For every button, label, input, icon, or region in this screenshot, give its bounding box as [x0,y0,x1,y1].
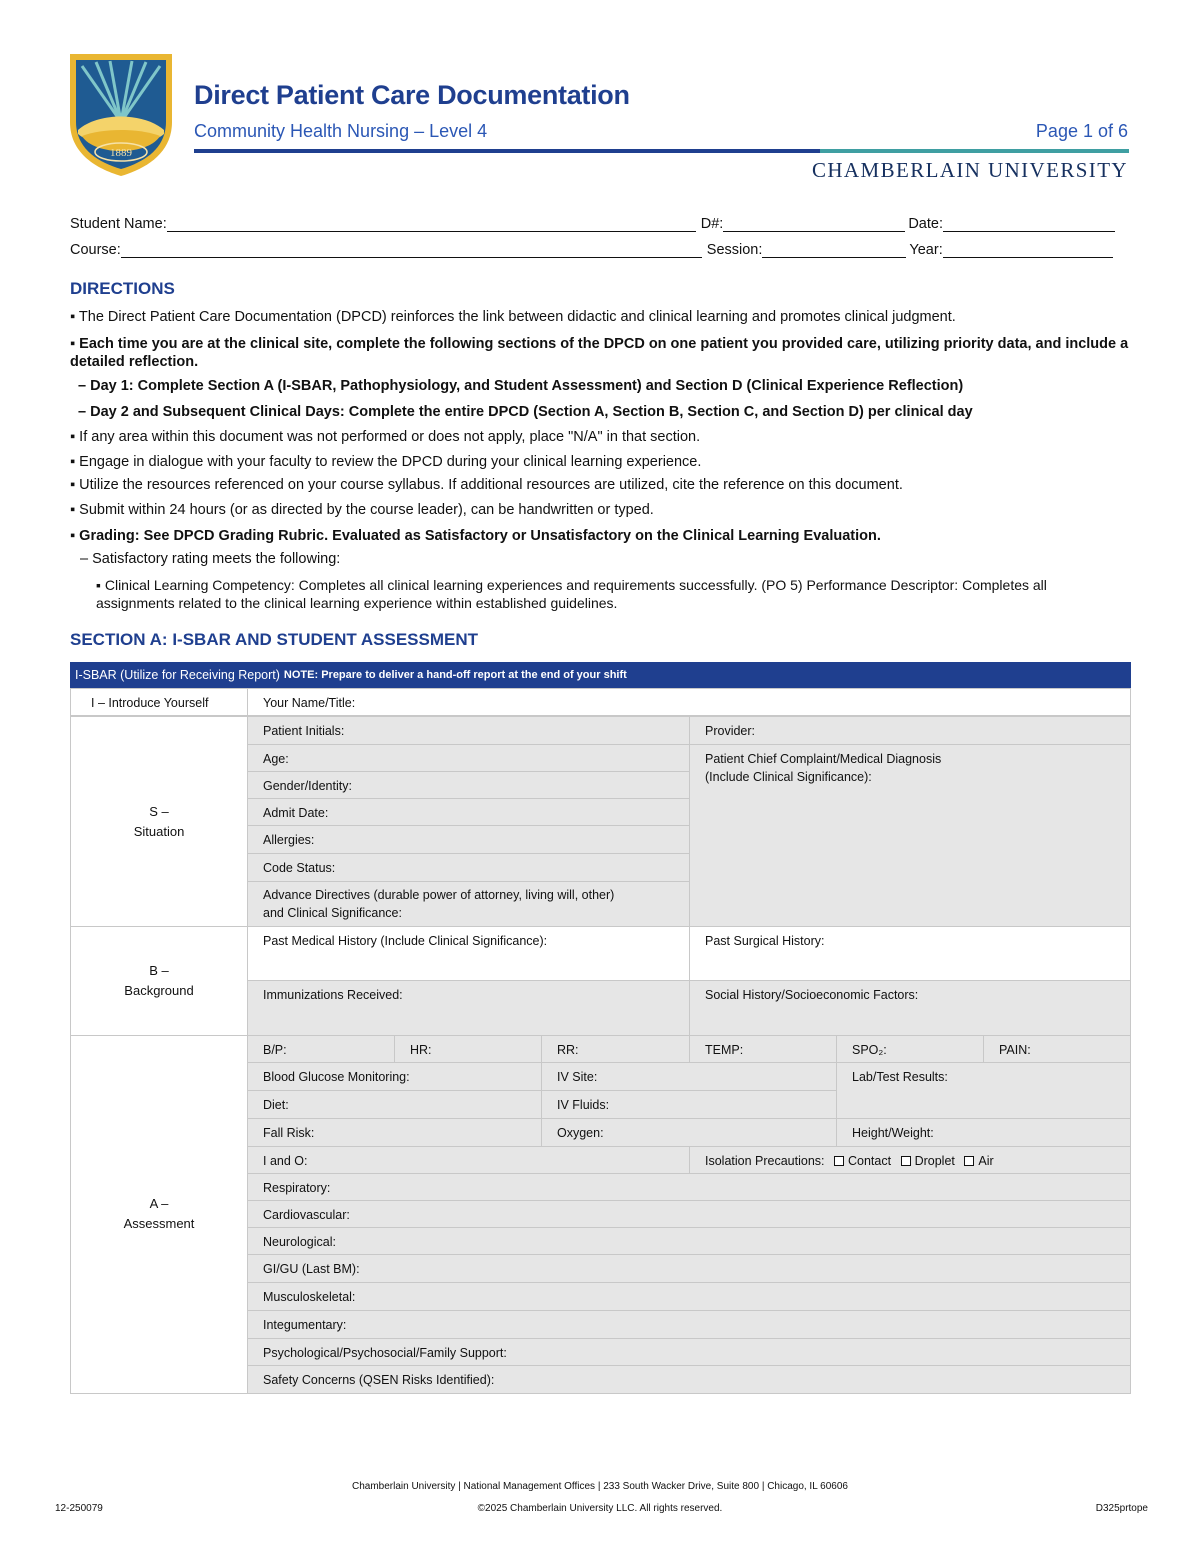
age-field[interactable]: Age: [247,744,690,772]
bp-field[interactable]: B/P: [247,1035,395,1063]
isbar-header-note: NOTE: Prepare to deliver a hand-off report at the end of your shift [283,669,627,681]
page-number: Page 1 of 6 [1035,121,1128,141]
footer-doc-code: 12-250079 [55,1503,103,1514]
musculoskeletal-field[interactable]: Musculoskeletal: [247,1282,1131,1311]
spo2-field[interactable]: SPO₂: [836,1035,984,1063]
isbar-table-header [70,662,1131,688]
cardiovascular-field[interactable]: Cardiovascular: [247,1200,1131,1228]
gi-gu-field[interactable]: GI/GU (Last BM): [247,1254,1131,1283]
student-name-label: Student Name: [70,216,167,232]
social-history-field[interactable]: Social History/Socioeconomic Factors: [689,980,1131,1036]
patient-initials-field[interactable]: Patient Initials: [247,716,690,745]
assessment-label: A – Assessment [123,1196,195,1231]
direction-item: ▪ The Direct Patient Care Documentation (DPCD) reinforces the link between didactic and clinical learning and promotes clinical judgment. [70,309,956,325]
oxygen-field[interactable]: Oxygen: [541,1118,837,1147]
blood-glucose-field[interactable]: Blood Glucose Monitoring: [247,1062,542,1091]
situation-label: S – Situation [133,804,185,839]
temp-field[interactable]: TEMP: [689,1035,837,1063]
course-label: Course: [70,242,121,258]
footer-form-code: D325prtope [1095,1503,1148,1514]
date-field[interactable] [943,218,1115,232]
header-rule-teal [820,149,1129,153]
direction-item: ▪ Submit within 24 hours (or as directed by the course leader), can be handwritten or typed. [70,502,654,518]
direction-item: ▪ Grading: See DPCD Grading Rubric. Evaluated as Satisfactory or Unsatisfactory on the Clinical Learning Evaluation. [70,528,881,544]
chief-complaint-field[interactable]: Patient Chief Complaint/Medical Diagnosis (Include Clinical Significance): [689,744,1131,927]
crest-year: 1889 [110,147,132,159]
pain-field[interactable]: PAIN: [983,1035,1131,1063]
psychosocial-field[interactable]: Psychological/Psychosocial/Family Support: [247,1338,1131,1366]
neurological-field[interactable]: Neurological: [247,1227,1131,1255]
isolation-precautions-row [689,1146,1131,1174]
session-label: Session: [706,242,763,258]
session-field[interactable] [762,244,906,258]
admit-date-field[interactable]: Admit Date: [247,798,690,826]
contact-label: Contact [848,1154,892,1168]
direction-subitem: – Satisfactory rating meets the following: [80,551,341,567]
iv-fluids-field[interactable]: IV Fluids: [541,1090,837,1119]
direction-item: ▪ Engage in dialogue with your faculty to review the DPCD during your clinical learning experience. [70,454,702,470]
university-crest-logo [68,52,174,178]
droplet-checkbox[interactable] [901,1156,911,1166]
air-checkbox[interactable] [964,1156,974,1166]
year-field[interactable] [943,244,1113,258]
student-info-row-1 [70,216,1115,232]
rr-field[interactable]: RR: [541,1035,690,1063]
integumentary-field[interactable]: Integumentary: [247,1310,1131,1339]
student-name-field[interactable] [167,218,696,232]
d-number-label: D#: [700,216,724,232]
hr-field[interactable]: HR: [394,1035,542,1063]
page-subtitle: Community Health Nursing – Level 4 [194,121,488,141]
student-info-row-2 [70,242,1113,258]
fall-risk-field[interactable]: Fall Risk: [247,1118,542,1147]
direction-item: ▪ Utilize the resources referenced on your course syllabus. If additional resources are utilized, cite the reference on this document. [70,477,903,493]
introduce-label: I – Introduce Yourself [70,688,248,716]
immunizations-field[interactable]: Immunizations Received: [247,980,690,1036]
directions-heading: DIRECTIONS [70,279,175,298]
isbar-header-title: I-SBAR (Utilize for Receiving Report) [75,668,280,682]
height-weight-field[interactable]: Height/Weight: [836,1118,1131,1147]
respiratory-field[interactable]: Respiratory: [247,1173,1131,1201]
gender-identity-field[interactable]: Gender/Identity: [247,771,690,799]
page-title: Direct Patient Care Documentation [194,80,630,110]
footer-address: Chamberlain University | National Management Offices | 233 South Wacker Drive, Suite 800 | Chicago, IL 60606 [351,1481,848,1492]
direction-subitem: – Day 2 and Subsequent Clinical Days: Complete the entire DPCD (Section A, Section B, Section C, and Section D) per clinical day [78,404,973,420]
advance-directives-field[interactable]: Advance Directives (durable power of attorney, living will, other) and Clinical Significance: [247,881,690,927]
date-label: Date: [908,216,943,232]
i-and-o-field[interactable]: I and O: [247,1146,690,1174]
code-status-field[interactable]: Code Status: [247,853,690,882]
direction-subitem: ▪ Clinical Learning Competency: Completes all clinical learning experiences and requirements successfully. (PO 5) Performance Descriptor: Completes all assignments related to the clinical learning experience within established guidelines. [96,577,1047,611]
year-label: Year: [909,242,943,258]
past-medical-history-field[interactable]: Past Medical History (Include Clinical Significance): [247,926,690,981]
provider-field[interactable]: Provider: [689,716,1131,745]
lab-results-field[interactable]: Lab/Test Results: [836,1062,1131,1119]
diet-field[interactable]: Diet: [247,1090,542,1119]
direction-item: ▪ If any area within this document was not performed or does not apply, place "N/A" in that section. [70,429,701,445]
isolation-precautions-label: Isolation Precautions: [705,1154,825,1168]
background-label: B – Background [124,963,194,998]
your-name-field[interactable]: Your Name/Title: [247,688,1131,716]
d-number-field[interactable] [723,218,905,232]
direction-item: ▪ Each time you are at the clinical site, complete the following sections of the DPCD on one patient you provided care, utilizing priority data, and include a detailed reflection. [70,336,1129,370]
university-name: CHAMBERLAIN UNIVERSITY [811,158,1128,182]
course-field[interactable] [121,244,702,258]
air-label: Air [978,1154,994,1168]
header-rule-blue [194,149,820,153]
direction-subitem: – Day 1: Complete Section A (I-SBAR, Pathophysiology, and Student Assessment) and Section D (Clinical Experience Reflection) [78,378,964,394]
section-a-heading: SECTION A: I-SBAR AND STUDENT ASSESSMENT [70,630,479,649]
allergies-field[interactable]: Allergies: [247,825,690,854]
footer-copyright: ©2025 Chamberlain University LLC. All rights reserved. [477,1503,723,1514]
safety-concerns-field[interactable]: Safety Concerns (QSEN Risks Identified): [247,1365,1131,1394]
iv-site-field[interactable]: IV Site: [541,1062,837,1091]
contact-checkbox[interactable] [834,1156,844,1166]
past-surgical-history-field[interactable]: Past Surgical History: [689,926,1131,981]
droplet-label: Droplet [914,1154,955,1168]
